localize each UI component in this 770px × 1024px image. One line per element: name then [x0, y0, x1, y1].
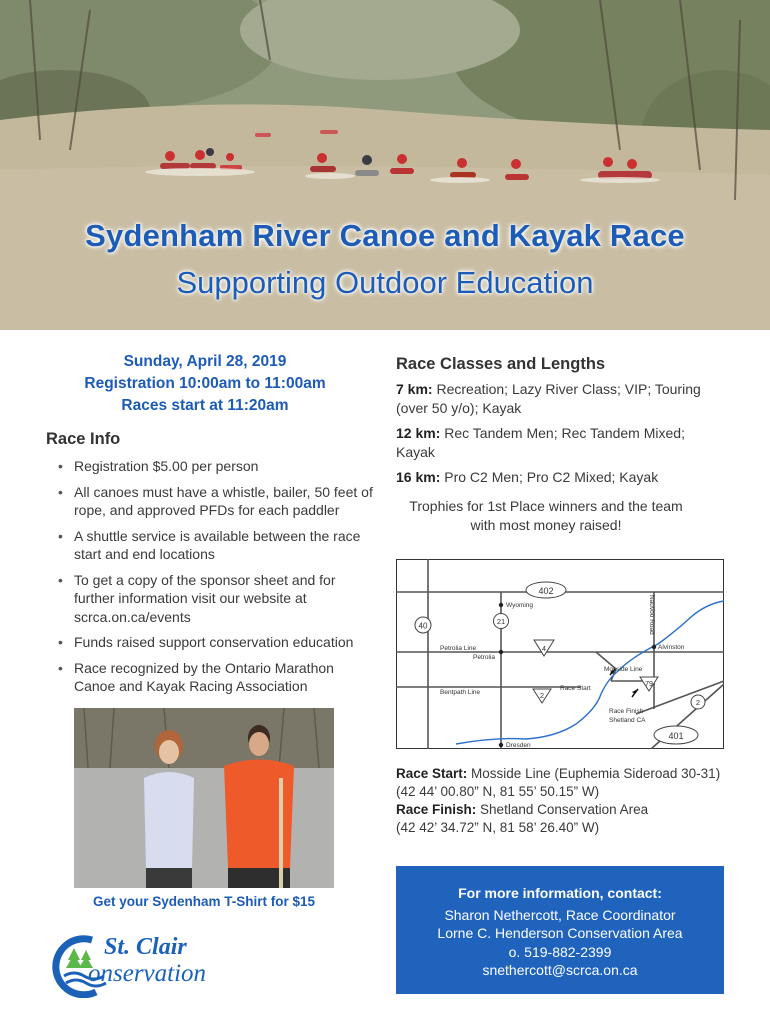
road-40-shield [415, 617, 431, 633]
race-class-desc: Pro C2 Men; Pro C2 Mixed; Kayak [444, 469, 659, 485]
race-finish-location [396, 801, 736, 819]
race-class-item [396, 424, 726, 461]
st-clair-conservation-logo [52, 934, 252, 998]
svg-text:4: 4 [541, 644, 547, 653]
list-item: • Funds raised support conservation education [58, 633, 378, 652]
race-start-coords: (42 44’ 00.80” N, 81 55’ 50.15” W) [396, 784, 600, 799]
race-finish-name: Shetland Conservation Area [480, 802, 649, 817]
list-item: • Registration $5.00 per person [58, 457, 378, 476]
hero-photo [0, 0, 770, 330]
map-label-bentpath-line: Bentpath Line [440, 689, 481, 696]
race-info-heading: Race Info [46, 430, 121, 448]
map-label-race-start: Race Start [560, 685, 591, 692]
svg-text:402: 402 [538, 586, 554, 596]
highway-402-shield [526, 582, 566, 598]
race-locations [396, 765, 736, 837]
race-start-name: Mosside Line (Euphemia Sideroad 30-31) [471, 766, 721, 781]
race-classes-heading: Race Classes and Lengths [396, 355, 606, 373]
map-label-mosside-line: Mosside Line [604, 666, 643, 673]
svg-text:401: 401 [668, 731, 684, 741]
race-distance: 16 km: [396, 469, 441, 485]
map-label-race-finish: Race Finish [609, 708, 644, 715]
race-finish-label: Race Finish: [396, 802, 477, 817]
race-start-time: Races start at 11:20am [121, 397, 289, 414]
logo-text-st-clair: St. Clair [104, 934, 187, 960]
map-label-shetland-ca: Shetland CA [609, 717, 646, 724]
race-start-location [396, 765, 736, 783]
contact-name: Sharon Nethercott, Race Coordinator [444, 906, 676, 923]
race-start-label: Race Start: [396, 766, 468, 781]
svg-text:79: 79 [645, 681, 653, 688]
trophies-note: Trophies for 1st Place winners and the team with most money raised! [409, 498, 683, 533]
tshirt-photo [74, 708, 334, 888]
race-map [396, 559, 724, 749]
page-title: Sydenham River Canoe and Kayak Race [85, 218, 685, 253]
road-21-shield [494, 614, 509, 629]
svg-text:21: 21 [496, 617, 506, 626]
race-finish-coords: (42 42’ 34.72” N, 81 58’ 26.40” W) [396, 820, 600, 835]
map-label-nauvoo-road: Nauvoo Road [648, 595, 655, 635]
map-label-petrolia: Petrolia [473, 654, 496, 661]
registration-time: Registration 10:00am to 11:00am [84, 375, 326, 392]
page-subtitle: Supporting Outdoor Education [176, 265, 594, 300]
race-class-item [396, 380, 726, 417]
race-distance: 12 km: [396, 425, 441, 441]
map-label-alvinston: Alvinston [658, 644, 685, 651]
event-schedule [46, 351, 364, 417]
list-item: • Race recognized by the Ontario Marathon Canoe and Kayak Racing Association [58, 659, 378, 696]
race-class-item [396, 468, 726, 487]
logo-text-conservation: onservation [88, 960, 207, 987]
race-classes-list [396, 380, 726, 494]
contact-phone[interactable]: o. 519-882-2399 [508, 943, 612, 960]
contact-box [396, 866, 724, 994]
race-class-desc: Recreation; Lazy River Class; VIP; Touring (over 50 y/o); Kayak [396, 381, 701, 416]
map-label-petrolia-line: Petrolia Line [440, 645, 477, 652]
event-date: Sunday, April 28, 2019 [123, 353, 287, 370]
contact-organization: Lorne C. Henderson Conservation Area [437, 925, 683, 941]
highway-401-shield [654, 726, 698, 744]
road-2-east-shield [691, 695, 705, 709]
contact-heading: For more information, contact: [458, 885, 662, 901]
contact-email[interactable]: snethercott@scrca.on.ca [482, 962, 638, 978]
svg-text:40: 40 [418, 621, 428, 631]
svg-text:2: 2 [695, 698, 701, 707]
map-label-wyoming: Wyoming [506, 602, 534, 609]
list-item: • All canoes must have a whistle, bailer, 50 feet of rope, and approved PFDs for each paddler [58, 483, 378, 520]
tshirt-caption: Get your Sydenham T-Shirt for $15 [92, 894, 316, 909]
list-item: • A shuttle service is available between the race start and end locations [58, 527, 378, 564]
list-item: • To get a copy of the sponsor sheet and for further information visit our website at scrca.on.ca/events [58, 571, 378, 627]
race-distance: 7 km: [396, 381, 433, 397]
race-class-desc: Rec Tandem Men; Rec Tandem Mixed; Kayak [396, 425, 685, 460]
svg-text:2: 2 [539, 691, 545, 700]
map-label-dresden: Dresden [506, 742, 531, 749]
race-info-list [58, 457, 378, 703]
